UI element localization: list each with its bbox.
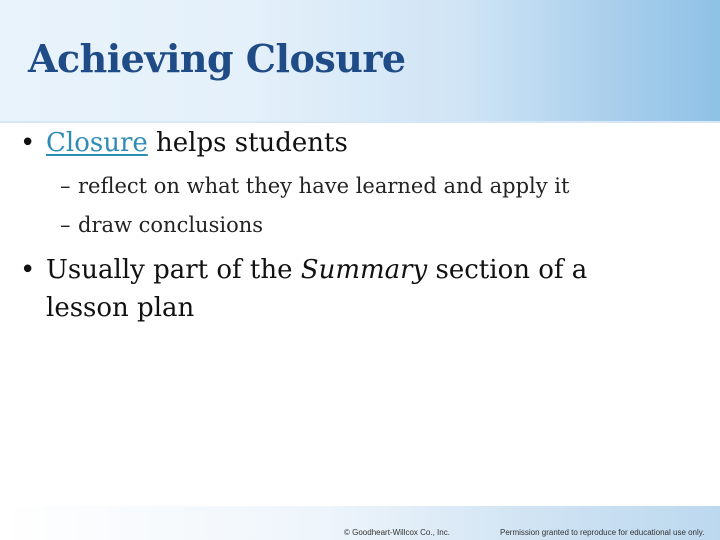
- bullet-text-before: Usually part of the: [46, 255, 301, 285]
- bullet-text-rest: helps students: [147, 128, 348, 158]
- sub-item-text: draw conclusions: [78, 213, 264, 237]
- bullet-marker: •: [20, 128, 36, 158]
- slide-title: Achieving Closure: [28, 36, 406, 81]
- sub-item-text: reflect on what they have learned and apply it: [78, 174, 570, 198]
- sub-item-reflect: [60, 172, 569, 200]
- bullet-marker: •: [20, 255, 36, 285]
- sub-item-conclusions: [60, 211, 263, 239]
- sub-marker: –: [60, 174, 71, 198]
- closure-link[interactable]: Closure: [46, 128, 148, 158]
- copyright-notice: © Goodheart-Willcox Co., Inc.: [344, 528, 450, 537]
- title-divider: [0, 121, 720, 123]
- bullet-text: [46, 126, 348, 160]
- bullet-text-line2: lesson plan: [46, 293, 195, 323]
- bullet-text-after: section of a: [427, 255, 588, 285]
- summary-emphasis: Summary: [300, 255, 428, 285]
- bullet-text: [46, 253, 587, 287]
- permission-notice: Permission granted to reproduce for educational use only.: [500, 528, 705, 537]
- sub-marker: –: [60, 213, 71, 237]
